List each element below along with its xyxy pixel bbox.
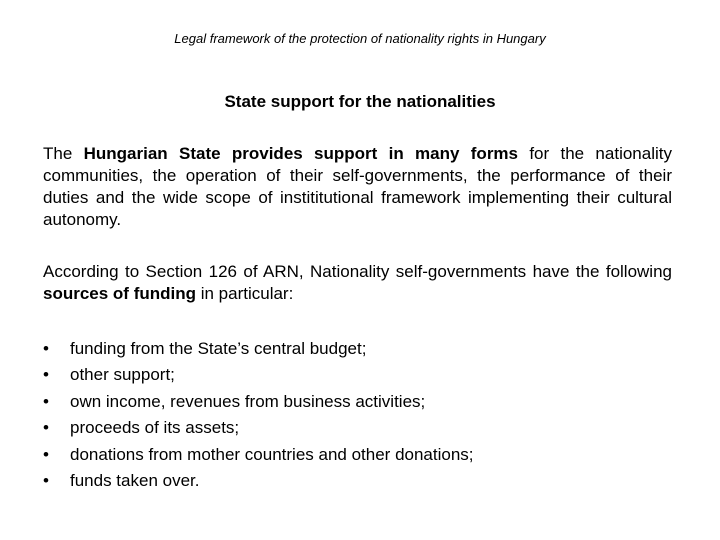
list-item	[43, 442, 672, 468]
intro-text-start: The	[43, 144, 84, 163]
list-item-text: funds taken over.	[70, 471, 200, 491]
funding-text-start: According to Section 126 of ARN, Nationality self-governments have the following	[43, 262, 672, 281]
list-item	[43, 362, 672, 388]
funding-paragraph	[43, 261, 672, 305]
bullet-icon: •	[43, 444, 49, 464]
list-item	[43, 336, 672, 362]
bullet-icon: •	[43, 339, 49, 358]
bullet-icon: •	[43, 418, 49, 438]
list-item-text: donations from mother countries and other donations;	[70, 444, 474, 464]
funding-text-end: in particular:	[196, 284, 294, 303]
list-item-text: other support;	[70, 365, 175, 385]
list-item-text: proceeds of its assets;	[70, 418, 240, 438]
list-item	[43, 389, 672, 415]
list-item	[43, 415, 672, 441]
intro-text-end: for the nationality communities, the operation of their self-governments, the performance of their duties and the wide scope of instititutional framework implementing their cultural autonomy.	[43, 144, 672, 229]
funding-sources-list	[43, 336, 672, 494]
slide-header: Legal framework of the protection of nationality rights in Hungary	[174, 31, 546, 46]
slide-title: State support for the nationalities	[224, 92, 496, 111]
bullet-icon: •	[43, 471, 49, 491]
bullet-icon: •	[43, 365, 49, 385]
bullet-icon: •	[43, 391, 49, 411]
intro-emphasis: Hungarian State provides support in many forms	[83, 144, 519, 163]
list-item	[43, 468, 672, 494]
funding-emphasis: sources of funding	[43, 284, 196, 303]
intro-paragraph	[43, 143, 672, 231]
list-item-text: own income, revenues from business activities;	[70, 391, 426, 411]
list-item-text: funding from the State’s central budget;	[70, 339, 367, 358]
